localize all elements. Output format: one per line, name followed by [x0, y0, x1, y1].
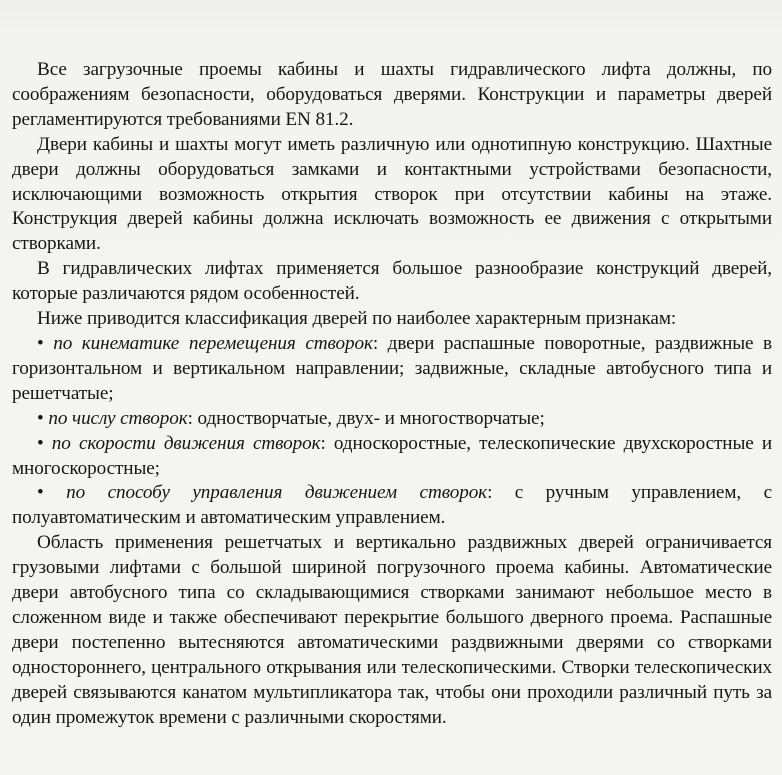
- bullet-marker: •: [37, 407, 44, 429]
- paragraph-doors-requirement: Все загрузочные проемы кабины и шахты гидравлического лифта должны, по соображениям безопасности, оборудоваться дверями. Конструкции и параметры дверей регламентируются требованиями EN 81.2.: [12, 59, 772, 130]
- list-item-leaf-count: [12, 407, 772, 432]
- bullet-marker: •: [37, 482, 44, 504]
- paragraph-classification-intro: Ниже приводится классификация дверей по наиболее характерным признакам:: [37, 308, 677, 330]
- list-item-term: по кинематике перемещения створок: [53, 332, 373, 354]
- list-item-control: [12, 481, 772, 531]
- list-item-text: : одностворчатые, двух- и многостворчатые;: [187, 407, 545, 429]
- list-item-kinematics: [12, 332, 772, 407]
- list-item-text: : двери распашные поворотные, раздвижные в горизонтальном и вертикальном направлении; задвижные, складные автобусного типа и решетчатые;: [12, 332, 772, 404]
- list-item-text: : с ручным управлением, с полуавтоматическим и автоматическим управлением.: [12, 482, 772, 529]
- paragraph-door-construction: Двери кабины и шахты могут иметь различную или однотипную конструкцию. Шахтные двери должны оборудоваться замками и контактными устройствами безопасности, исключающими возможность открытия створок при отсутствии кабины на этаже. Конструкция дверей кабины должна исключать возможность ее движения с открытыми створками.: [12, 133, 772, 255]
- paragraph-door-variety: В гидравлических лифтах применяется большое разнообразие конструкций дверей, которые различаются рядом особенностей.: [12, 258, 772, 305]
- list-item-text: : односкоростные, телескопические двухскоростные и многоскоростные;: [12, 432, 772, 479]
- list-item-term: по числу створок: [48, 407, 188, 429]
- bullet-marker: •: [37, 432, 44, 454]
- paragraph-application-area: Область применения решетчатых и вертикально раздвижных дверей ограничивается грузовыми лифтами с большой шириной погрузочного проема кабины. Автоматические двери автобусного типа со складывающимися створками занимают небольшое место в сложенном виде и также обеспечивают перекрытие большого дверного проема. Распашные двери постепенно вытесняются автоматическими раздвижными дверями со створками одностороннего, центрального открывания или телескопическими. Створки телескопических дверей связываются канатом мультипликатора так, чтобы они проходили различный путь за один промежуток времени с различными скоростями.: [12, 532, 772, 728]
- bullet-marker: •: [37, 332, 44, 354]
- list-item-term: по способу управления движением створок: [66, 482, 488, 504]
- list-item-term: по скорости движения створок: [51, 432, 321, 454]
- list-item-speed: [12, 432, 772, 482]
